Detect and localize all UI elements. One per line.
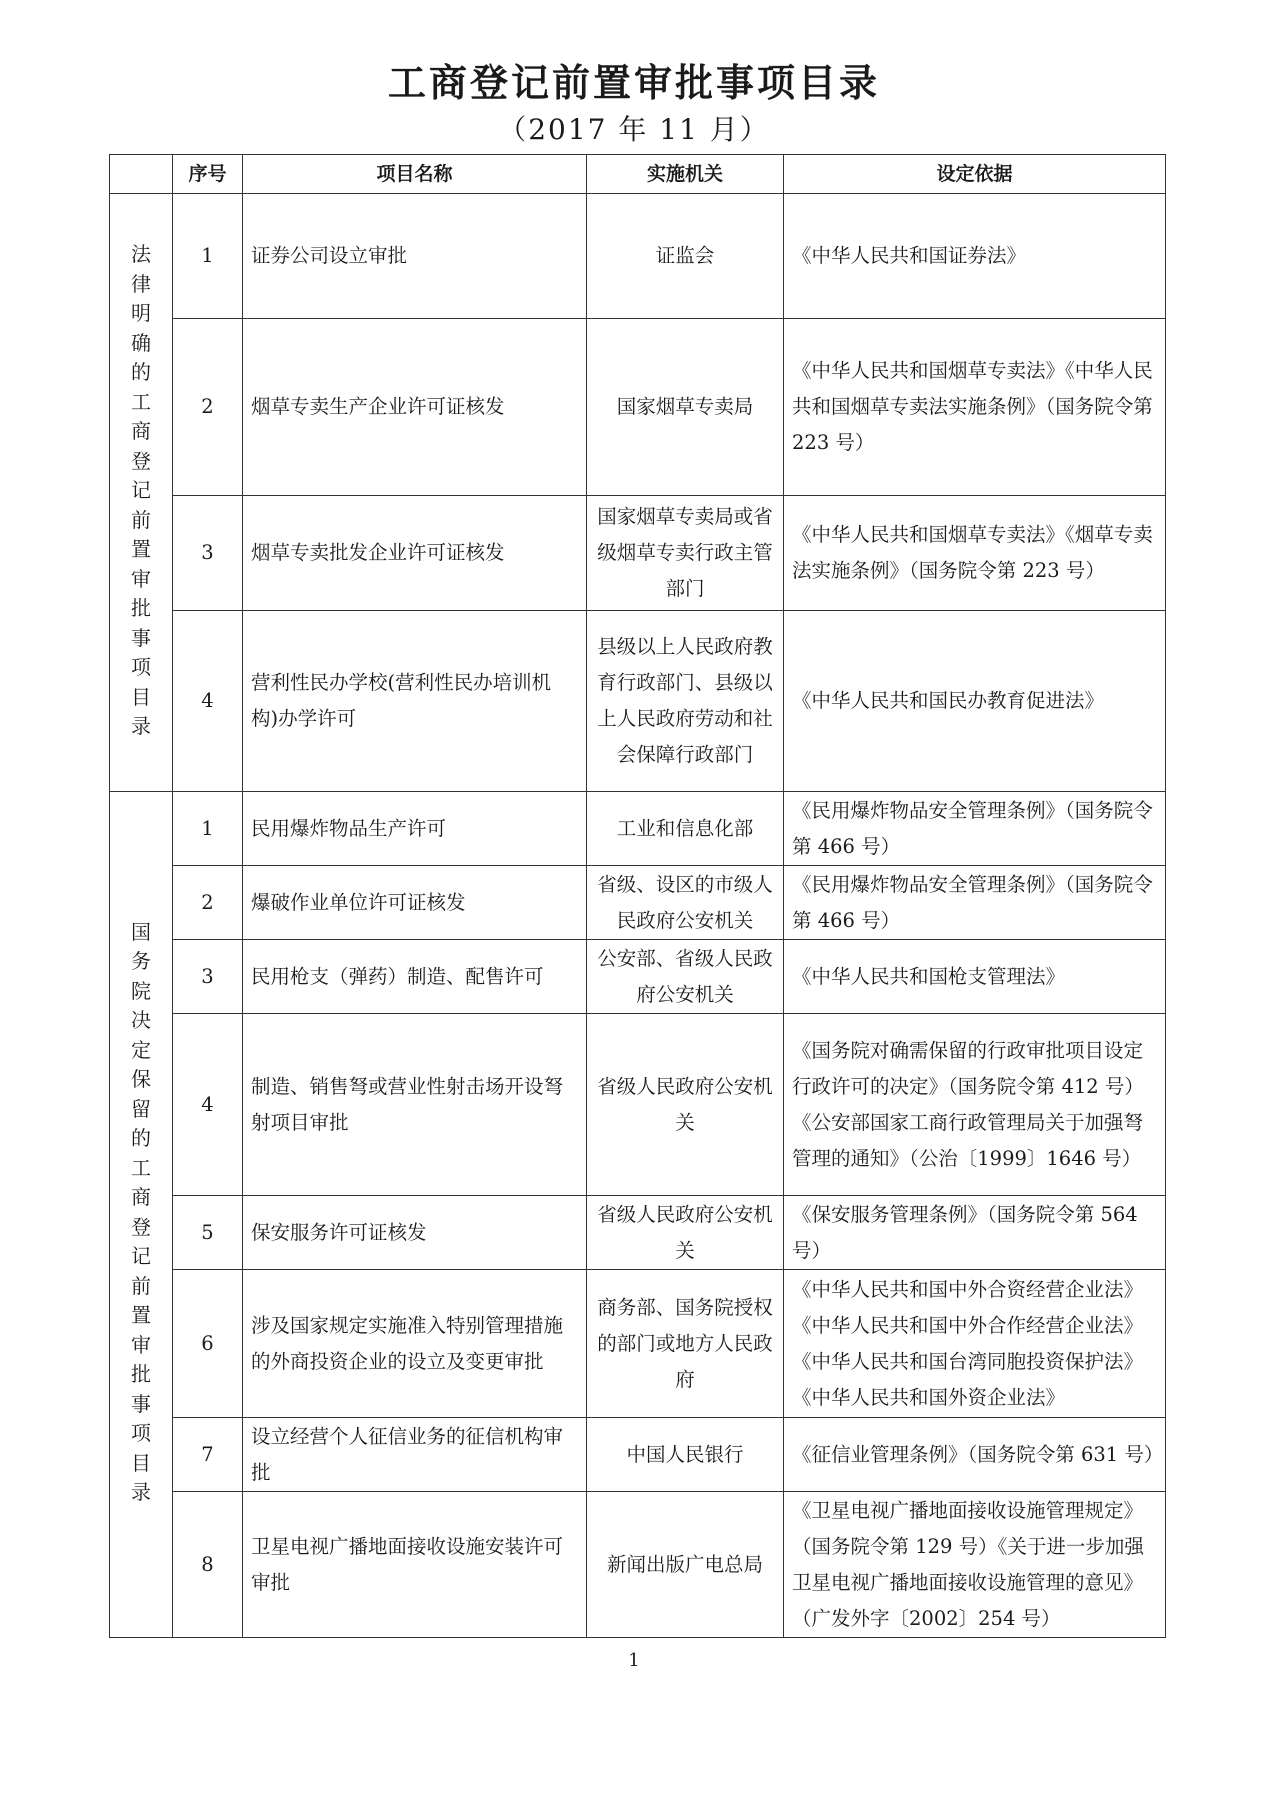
basis-cell: 《民用爆炸物品安全管理条例》（国务院令第 466 号）: [784, 792, 1166, 866]
agency-cell: 工业和信息化部: [587, 792, 784, 866]
approval-catalog-table: [109, 154, 1166, 1638]
document-title: 工商登记前置审批事项目录: [387, 60, 880, 105]
header-serial: 序号: [173, 155, 243, 194]
item-name-cell: 卫星电视广播地面接收设施安装许可审批: [243, 1492, 587, 1638]
item-name-cell: 设立经营个人征信业务的征信机构审批: [243, 1418, 587, 1492]
basis-cell: 《中华人民共和国烟草专卖法》《烟草专卖法实施条例》（国务院令第 223 号）: [784, 496, 1166, 611]
header-agency: 实施机关: [587, 155, 784, 194]
agency-cell: 国家烟草专卖局或省级烟草专卖行政主管部门: [587, 496, 784, 611]
agency-cell: 中国人民银行: [587, 1418, 784, 1492]
document-subtitle: （2017 年 11 月）: [498, 113, 770, 146]
header-item-name: 项目名称: [243, 155, 587, 194]
item-name-cell: 保安服务许可证核发: [243, 1196, 587, 1270]
agency-cell: 省级人民政府公安机关: [587, 1196, 784, 1270]
agency-cell: 省级人民政府公安机关: [587, 1014, 784, 1196]
category-cell-law: [110, 194, 173, 792]
basis-cell: 《征信业管理条例》（国务院令第 631 号）: [784, 1418, 1166, 1492]
serial-cell: 5: [173, 1196, 243, 1270]
serial-cell: 6: [173, 1270, 243, 1418]
basis-cell: 《中华人民共和国证券法》: [784, 194, 1166, 319]
serial-cell: 4: [173, 611, 243, 792]
agency-cell: 新闻出版广电总局: [587, 1492, 784, 1638]
header-category: [110, 155, 173, 194]
item-name-cell: 爆破作业单位许可证核发: [243, 866, 587, 940]
basis-cell: 《中华人民共和国民办教育促进法》: [784, 611, 1166, 792]
table-row: [110, 1014, 1166, 1196]
category-cell-state-council: [110, 792, 173, 1638]
serial-cell: 8: [173, 1492, 243, 1638]
basis-cell: 《保安服务管理条例》（国务院令第 564 号）: [784, 1196, 1166, 1270]
basis-cell: 《中华人民共和国枪支管理法》: [784, 940, 1166, 1014]
serial-cell: 2: [173, 866, 243, 940]
serial-cell: 3: [173, 940, 243, 1014]
serial-cell: 3: [173, 496, 243, 611]
category-label: 国务院决定保留的工商登记前置审批事项目录: [131, 919, 151, 1505]
page-number: 1: [628, 1650, 640, 1671]
table-row: [110, 496, 1166, 611]
table-row: [110, 1418, 1166, 1492]
table-row: [110, 1196, 1166, 1270]
item-name-cell: 烟草专卖生产企业许可证核发: [243, 319, 587, 496]
agency-cell: 证监会: [587, 194, 784, 319]
agency-cell: 县级以上人民政府教育行政部门、县级以上人民政府劳动和社会保障行政部门: [587, 611, 784, 792]
serial-cell: 4: [173, 1014, 243, 1196]
category-label: 法律明确的工商登记前置审批事项目录: [131, 242, 151, 738]
table-row: [110, 1270, 1166, 1418]
table-row: [110, 319, 1166, 496]
item-name-cell: 民用枪支（弹药）制造、配售许可: [243, 940, 587, 1014]
header-basis: 设定依据: [784, 155, 1166, 194]
item-name-cell: 涉及国家规定实施准入特别管理措施的外商投资企业的设立及变更审批: [243, 1270, 587, 1418]
serial-cell: 2: [173, 319, 243, 496]
serial-cell: 7: [173, 1418, 243, 1492]
agency-cell: 公安部、省级人民政府公安机关: [587, 940, 784, 1014]
agency-cell: 国家烟草专卖局: [587, 319, 784, 496]
table-row: [110, 940, 1166, 1014]
item-name-cell: 制造、销售弩或营业性射击场开设弩射项目审批: [243, 1014, 587, 1196]
basis-cell: 《中华人民共和国烟草专卖法》《中华人民共和国烟草专卖法实施条例》（国务院令第 223 号）: [784, 319, 1166, 496]
serial-cell: 1: [173, 194, 243, 319]
basis-cell: 《民用爆炸物品安全管理条例》（国务院令第 466 号）: [784, 866, 1166, 940]
agency-cell: 商务部、国务院授权的部门或地方人民政府: [587, 1270, 784, 1418]
table-header-row: [110, 155, 1166, 194]
item-name-cell: 民用爆炸物品生产许可: [243, 792, 587, 866]
serial-cell: 1: [173, 792, 243, 866]
table-row: [110, 194, 1166, 319]
table-row: [110, 611, 1166, 792]
table-row: [110, 792, 1166, 866]
item-name-cell: 烟草专卖批发企业许可证核发: [243, 496, 587, 611]
item-name-cell: 营利性民办学校(营利性民办培训机构)办学许可: [243, 611, 587, 792]
basis-cell: 《国务院对确需保留的行政审批项目设定行政许可的决定》（国务院令第 412 号）《公安部国家工商行政管理局关于加强弩管理的通知》（公治〔1999〕1646 号）: [784, 1014, 1166, 1196]
table-row: [110, 866, 1166, 940]
table-row: [110, 1492, 1166, 1638]
agency-cell: 省级、设区的市级人民政府公安机关: [587, 866, 784, 940]
basis-cell: 《中华人民共和国中外合资经营企业法》《中华人民共和国中外合作经营企业法》《中华人民共和国台湾同胞投资保护法》《中华人民共和国外资企业法》: [784, 1270, 1166, 1418]
item-name-cell: 证券公司设立审批: [243, 194, 587, 319]
basis-cell: 《卫星电视广播地面接收设施管理规定》（国务院令第 129 号）《关于进一步加强卫星电视广播地面接收设施管理的意见》（广发外字〔2002〕254 号）: [784, 1492, 1166, 1638]
